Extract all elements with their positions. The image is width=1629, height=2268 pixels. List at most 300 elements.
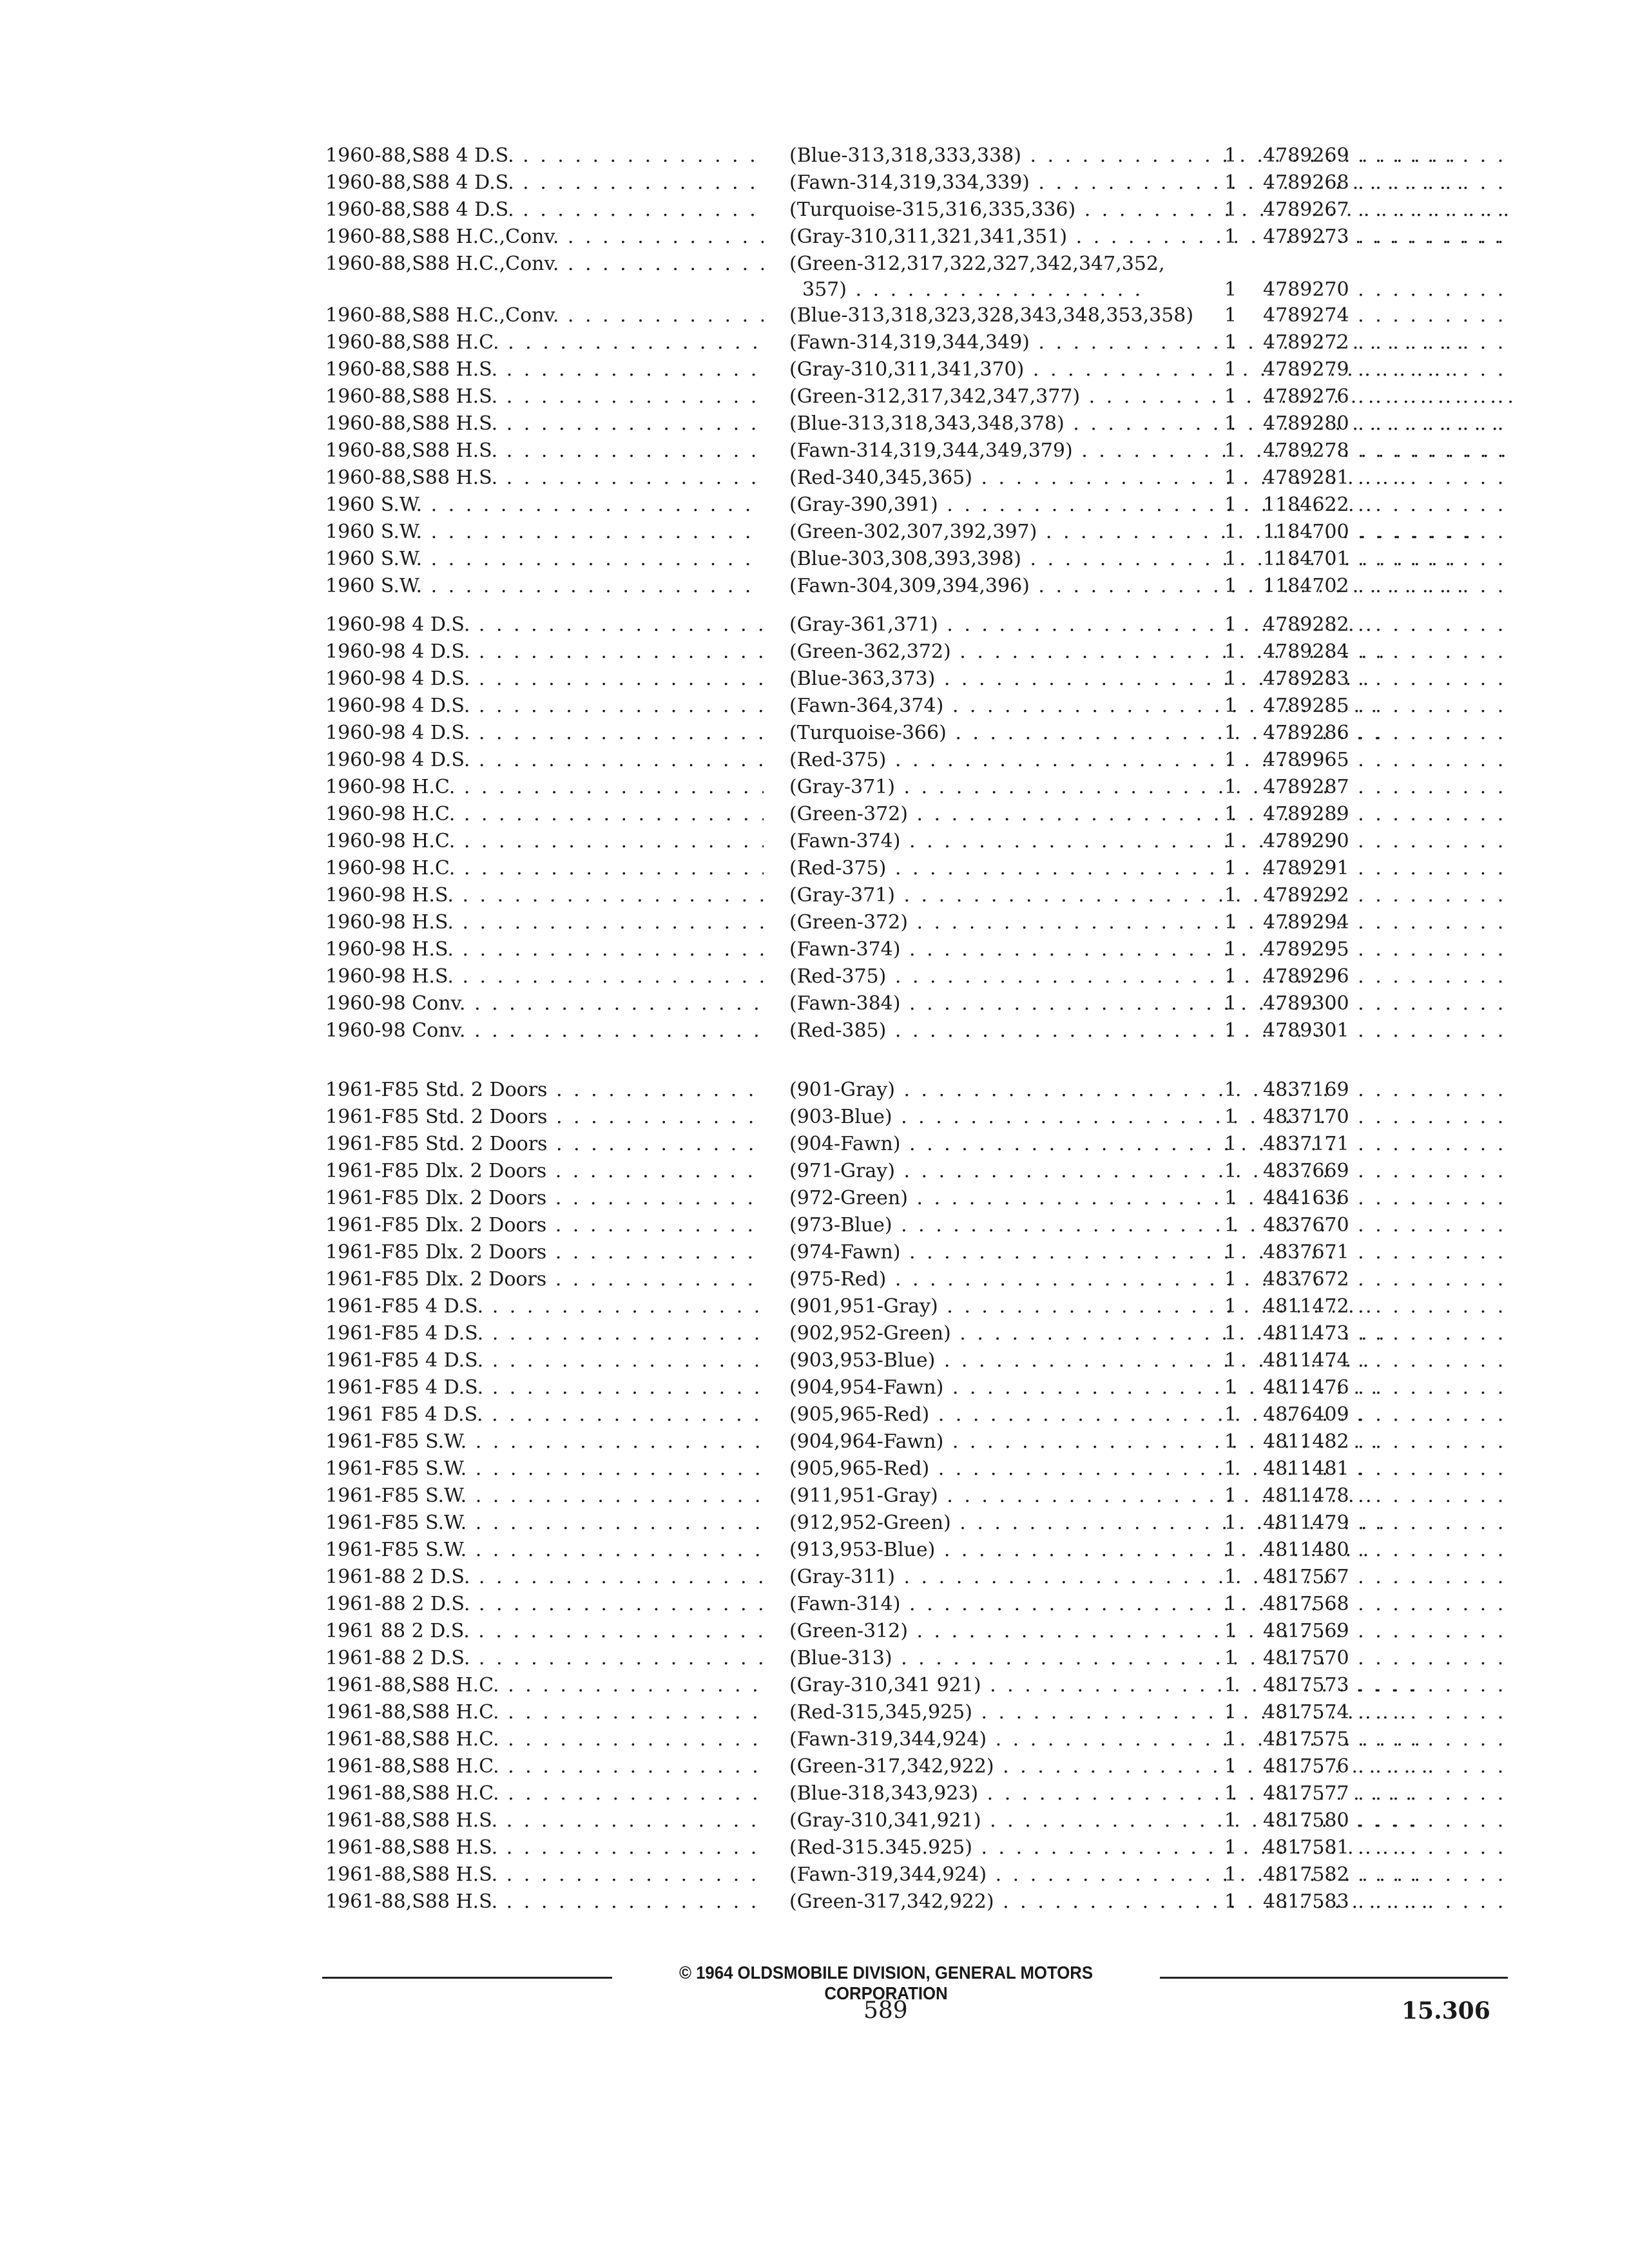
table-row (325, 1808, 1511, 1835)
quantity-cell: 1 (1224, 439, 1237, 462)
quantity-cell: 1 (1224, 911, 1237, 934)
table-row (325, 666, 1511, 693)
table-row (325, 384, 1511, 411)
part-number-cell: 4789267 . . . (1263, 197, 1511, 223)
quantity-cell: 1 (1224, 144, 1237, 167)
quantity-cell: 1 (1224, 1863, 1237, 1886)
model-cell: 1960-98 H.S. . . . (325, 910, 764, 936)
table-row (325, 883, 1511, 910)
model-cell: 1961-88,S88 H.S. . . . (325, 1889, 764, 1915)
quantity-cell: 1 (1224, 1376, 1237, 1399)
table-row (325, 1267, 1511, 1294)
trim-cell: (Red-340,345,365) . . . (789, 465, 1537, 491)
model-cell: 1960 S.W. . . . (325, 546, 764, 572)
table-row (325, 829, 1511, 856)
model-cell: 1960-98 H.S. . . . (325, 883, 764, 908)
model-cell: 1960-98 H.C. . . . (325, 802, 764, 827)
table-row (325, 1321, 1511, 1348)
quantity-cell: 1 (1224, 198, 1237, 221)
trim-cell: (Green-372) . . . (789, 910, 1537, 936)
quantity-cell: 1 (1224, 1268, 1237, 1291)
trim-cell: (Fawn-374) . . . (789, 829, 1537, 854)
quantity-cell: 1 (1224, 1133, 1237, 1155)
model-cell: 1961-F85 4 D.S. . . . (325, 1294, 764, 1320)
part-number-cell: 4789289 . . . (1263, 802, 1511, 827)
trim-cell: (Fawn-374) . . . (789, 937, 1537, 963)
part-number-cell: 4817570 . . . (1263, 1646, 1511, 1671)
quantity-cell: 1 (1224, 1539, 1237, 1561)
quantity-cell: 1 (1224, 640, 1237, 663)
part-number-cell: 4811482 . . . (1263, 1429, 1511, 1455)
table-row (325, 1375, 1511, 1402)
quantity-cell: 1 (1224, 992, 1237, 1015)
model-cell: 1961-F85 S.W. . . . (325, 1456, 764, 1482)
trim-cell: (Green-302,307,392,397) . . . (789, 519, 1537, 545)
model-cell: 1960-88,S88 H.C.,Conv. . . . (325, 224, 764, 250)
quantity-cell: 1 (1224, 1457, 1237, 1480)
quantity-cell: 1 (1224, 695, 1237, 717)
table-row (325, 1781, 1511, 1808)
quantity-cell: 1 (1224, 884, 1237, 907)
table-row (325, 438, 1511, 465)
trim-cell: (Gray-361,371) . . . (789, 612, 1537, 638)
table-row (325, 197, 1511, 224)
trim-cell: (Gray-371) . . . (789, 774, 1537, 800)
quantity-cell: 1 (1224, 1566, 1237, 1588)
table-row (325, 573, 1511, 601)
trim-cell: (Turquoise-315,316,335,336) . . . (789, 197, 1537, 223)
trim-cell: (Gray-310,311,321,341,351) . . . (789, 224, 1537, 250)
model-cell: 1961-F85 Dlx. 2 Doors . . . (325, 1186, 764, 1211)
part-number-cell: 4789273 . . . (1263, 224, 1511, 250)
trim-cell: (Green-317,342,922) . . . (789, 1889, 1537, 1915)
trim-cell: (Fawn-304,309,394,396) . . . (789, 573, 1537, 599)
trim-cell: (Green-372) . . . (789, 802, 1537, 827)
table-row (325, 1240, 1511, 1267)
footer-rule-right (1160, 1977, 1508, 1979)
model-cell: 1960 S.W. . . . (325, 573, 764, 599)
trim-cell: (903-Blue) . . . (789, 1104, 1537, 1130)
part-number-cell: 4789281 . . . (1263, 465, 1511, 491)
model-cell: 1961-F85 S.W. . . . (325, 1510, 764, 1536)
part-number-cell: 4789284 . . . (1263, 639, 1511, 665)
model-cell: 1960 S.W. . . . (325, 492, 764, 518)
part-number-cell: 4811473 . . . (1263, 1321, 1511, 1347)
model-cell: 1960-98 4 D.S. . . . (325, 666, 764, 692)
part-number-cell: 4789276 . . . (1263, 384, 1511, 410)
trim-cell: (Gray-310,311,341,370) . . . (789, 357, 1537, 383)
table-row (325, 1483, 1511, 1510)
table-row (325, 1158, 1511, 1186)
part-number-cell: 4789278 . . . (1263, 438, 1511, 464)
trim-cell: (912,952-Green) . . . (789, 1510, 1537, 1536)
part-number-cell: 4817575 . . . (1263, 1727, 1511, 1753)
trim-cell: (905,965-Red) . . . (789, 1402, 1537, 1428)
model-cell: 1961-88,S88 H.C. . . . (325, 1700, 764, 1725)
table-row (325, 1537, 1511, 1564)
quantity-cell: 1 (1224, 1890, 1237, 1913)
model-cell: 1960-98 4 D.S. . . . (325, 639, 764, 665)
model-cell: 1961-F85 4 D.S. . . . (325, 1375, 764, 1401)
quantity-cell: 1 (1224, 1079, 1237, 1101)
table-row (325, 330, 1511, 357)
table-row (325, 774, 1511, 802)
quantity-cell: 1 (1224, 278, 1237, 301)
table-row (325, 937, 1511, 964)
part-number-cell: 4789282 . . . (1263, 612, 1511, 638)
part-number-cell: 4817577 . . . (1263, 1781, 1511, 1807)
quantity-cell: 1 (1224, 613, 1237, 636)
model-cell: 1960-88,S88 4 D.S. . . . (325, 143, 764, 169)
model-cell: 1961-88,S88 H.S. . . . (325, 1808, 764, 1834)
table-row (325, 1700, 1511, 1727)
model-cell: 1960-88,S88 H.C.,Conv. . . . (325, 251, 764, 277)
part-number-cell: 4817580 . . . (1263, 1808, 1511, 1834)
model-cell: 1961-88,S88 H.C. . . . (325, 1727, 764, 1753)
model-cell: 1961-F85 S.W. . . . (325, 1483, 764, 1509)
trim-cell: (Blue-313,318,323,328,343,348,353,358) (789, 304, 1194, 327)
table-row (325, 143, 1511, 170)
part-number-cell: 4811474 . . . (1263, 1348, 1511, 1374)
trim-cell: (Red-385) . . . (789, 1018, 1537, 1044)
quantity-cell: 1 (1224, 548, 1237, 570)
model-cell: 1961-F85 S.W. . . . (325, 1537, 764, 1563)
part-number-cell: 4811476 . . . (1263, 1375, 1511, 1401)
part-number-cell: 4841636 . . . (1263, 1186, 1511, 1211)
trim-cell: (Gray-311) . . . (789, 1564, 1537, 1590)
part-number-cell: 4789274 . . . (1263, 303, 1511, 329)
trim-cell: (974-Fawn) . . . (789, 1240, 1537, 1265)
trim-cell: (Fawn-314,319,344,349,379) . . . (789, 438, 1537, 464)
trim-cell: (Turquoise-366) . . . (789, 720, 1537, 746)
trim-cell: (Gray-390,391) . . . (789, 492, 1537, 518)
table-row (325, 411, 1511, 438)
trim-cell: (904,954-Fawn) . . . (789, 1375, 1537, 1401)
part-number-cell: 4789300 . . . (1263, 991, 1511, 1017)
part-number-cell: 4789294 . . . (1263, 910, 1511, 936)
footer-rule-left (322, 1977, 612, 1979)
model-cell: 1960-88,S88 H.S. . . . (325, 384, 764, 410)
part-number-cell: 4789296 . . . (1263, 964, 1511, 990)
part-number-cell: 4789280 . . . (1263, 411, 1511, 437)
quantity-cell: 1 (1224, 1755, 1237, 1778)
part-number-cell: 4817574 . . . (1263, 1700, 1511, 1725)
quantity-cell: 1 (1224, 722, 1237, 744)
part-number-cell: 4811480 . . . (1263, 1537, 1511, 1563)
quantity-cell: 1 (1224, 1836, 1237, 1859)
part-number-cell: 4789295 . . . (1263, 937, 1511, 963)
table-row (325, 1510, 1511, 1537)
trim-cell: (Blue-313,318,343,348,378) . . . (789, 411, 1537, 437)
table-row (325, 612, 1511, 639)
model-cell: 1960-98 4 D.S. . . . (325, 612, 764, 638)
table-row (325, 492, 1511, 519)
model-cell: 1960-98 H.C. . . . (325, 829, 764, 854)
model-cell: 1960-88,S88 4 D.S. . . . (325, 170, 764, 196)
part-number-cell: 4876409 . . . (1263, 1402, 1511, 1428)
trim-cell: (Fawn-314) . . . (789, 1591, 1537, 1617)
page-number: 589 (863, 1997, 908, 2024)
model-cell: 1960-98 4 D.S. . . . (325, 693, 764, 719)
model-cell: 1961-F85 Std. 2 Doors . . . (325, 1077, 764, 1103)
part-number-cell: 4789285 . . . (1263, 693, 1511, 719)
section-number: 15.306 (1402, 1997, 1490, 2024)
trim-cell (789, 251, 1215, 303)
table-row (325, 910, 1511, 937)
model-cell: 1961-88 2 D.S. . . . (325, 1564, 764, 1590)
table-row (325, 1294, 1511, 1321)
table-row (325, 1889, 1511, 1916)
table-row (325, 1213, 1511, 1240)
trim-cell: (971-Gray) . . . (789, 1158, 1537, 1184)
trim-cell: (Gray-310,341,921) . . . (789, 1808, 1537, 1834)
part-number-cell: 4817567 . . . (1263, 1564, 1511, 1590)
quantity-cell: 1 (1224, 857, 1237, 879)
model-cell: 1960-88,S88 H.C.,Conv. . . . (325, 303, 764, 329)
quantity-cell: 1 (1224, 1620, 1237, 1642)
quantity-cell: 1 (1224, 1160, 1237, 1182)
quantity-cell: 1 (1224, 226, 1237, 248)
trim-cell: (901-Gray) . . . (789, 1077, 1537, 1103)
table-row (325, 170, 1511, 197)
quantity-cell: 1 (1224, 466, 1237, 489)
quantity-cell: 1 (1224, 1674, 1237, 1696)
part-number-cell: 4789272 . . . (1263, 330, 1511, 356)
quantity-cell: 1 (1224, 1349, 1237, 1372)
table-row (325, 1186, 1511, 1213)
quantity-cell: 1 (1224, 412, 1237, 435)
trim-cell: (Blue-318,343,923) . . . (789, 1781, 1537, 1807)
trim-cell: (Green-317,342,922) . . . (789, 1754, 1537, 1780)
quantity-cell: 1 (1224, 1485, 1237, 1507)
model-cell: 1960-98 H.C. . . . (325, 856, 764, 881)
model-cell: 1960-98 Conv. . . . (325, 991, 764, 1017)
model-cell: 1960-98 4 D.S. . . . (325, 720, 764, 746)
model-cell: 1961-F85 Dlx. 2 Doors . . . (325, 1267, 764, 1293)
quantity-cell: 1 (1224, 1106, 1237, 1128)
part-number-cell: 4789268 . . . (1263, 170, 1511, 196)
part-number-cell: 4789270 . . . (1263, 277, 1511, 303)
trim-cell: (Gray-371) . . . (789, 883, 1537, 908)
table-row (325, 1564, 1511, 1591)
table-row (325, 224, 1511, 251)
model-cell: 1961-F85 4 D.S. . . . (325, 1321, 764, 1347)
model-cell: 1960-88,S88 H.S. . . . (325, 465, 764, 491)
table-row (325, 1077, 1511, 1104)
model-cell: 1960-98 4 D.S. . . . (325, 747, 764, 773)
table-row (325, 1348, 1511, 1375)
trim-cell: (Blue-363,373) . . . (789, 666, 1537, 692)
table-row (325, 1402, 1511, 1429)
quantity-cell: 1 (1224, 776, 1237, 798)
part-number-cell: 4817576 . . . (1263, 1754, 1511, 1780)
model-cell: 1961-F85 Std. 2 Doors . . . (325, 1131, 764, 1157)
trim-cell: (Fawn-319,344,924) . . . (789, 1727, 1537, 1753)
trim-cell: (904-Fawn) . . . (789, 1131, 1537, 1157)
trim-cell: (Red-375) . . . (789, 747, 1537, 773)
quantity-cell: 1 (1224, 1809, 1237, 1832)
model-cell: 1961-88 2 D.S. . . . (325, 1591, 764, 1617)
trim-cell: (904,964-Fawn) . . . (789, 1429, 1537, 1455)
trim-cell: (Fawn-314,319,344,349) . . . (789, 330, 1537, 356)
part-number-cell: 4811479 . . . (1263, 1510, 1511, 1536)
part-number-cell: 4811472 . . . (1263, 1294, 1511, 1320)
model-cell: 1961-88,S88 H.C. . . . (325, 1781, 764, 1807)
table-row (325, 465, 1511, 492)
trim-cell: (Red-375) . . . (789, 856, 1537, 881)
table-row (325, 964, 1511, 991)
trim-cell: (Gray-310,341 921) . . . (789, 1673, 1537, 1698)
quantity-cell: 1 (1224, 358, 1237, 381)
part-number-cell: 4789286 . . . (1263, 720, 1511, 746)
footer (322, 1960, 1508, 2003)
part-number-cell: 4817582 . . . (1263, 1862, 1511, 1888)
trim-cell: (Red-375) . . . (789, 964, 1537, 990)
part-number-cell: 4837669 . . . (1263, 1158, 1511, 1184)
model-cell: 1960-88,S88 4 D.S. . . . (325, 197, 764, 223)
trim-cell: (Fawn-314,319,334,339) . . . (789, 170, 1537, 196)
quantity-cell: 1 (1224, 1403, 1237, 1426)
quantity-cell: 1 (1224, 171, 1237, 194)
part-number-cell: 4817581 . . . (1263, 1835, 1511, 1861)
quantity-cell: 1 (1224, 521, 1237, 543)
trim-cell: (Fawn-319,344,924) . . . (789, 1862, 1537, 1888)
table-row (325, 357, 1511, 384)
table-row (325, 519, 1511, 546)
table-row (325, 1104, 1511, 1131)
model-cell: 1961-F85 Dlx. 2 Doors . . . (325, 1213, 764, 1238)
table-row (325, 1673, 1511, 1700)
quantity-cell: 1 (1224, 1593, 1237, 1615)
table-row (325, 1646, 1511, 1673)
trim-cell: (Green-312) . . . (789, 1619, 1537, 1644)
table-row (325, 1727, 1511, 1754)
trim-cell: (Red-315,345,925) . . . (789, 1700, 1537, 1725)
model-cell: 1961 F85 4 D.S. . . . (325, 1402, 764, 1428)
table-row (325, 1018, 1511, 1045)
quantity-cell: 1 (1224, 749, 1237, 771)
table-row (325, 1835, 1511, 1862)
trim-cell: (Blue-313,318,333,338) . . . (789, 143, 1537, 169)
table-row (325, 639, 1511, 666)
trim-cell: (Green-312,317,342,347,377) . . . (789, 384, 1537, 410)
quantity-cell: 1 (1224, 1214, 1237, 1236)
model-cell: 1960-98 H.S. . . . (325, 964, 764, 990)
quantity-cell: 1 (1224, 1782, 1237, 1805)
trim-cell: (Blue-303,308,393,398) . . . (789, 546, 1537, 572)
trim-cell: (972-Green) . . . (789, 1186, 1537, 1211)
parts-table (325, 143, 1511, 1916)
part-number-cell: 4811478 . . . (1263, 1483, 1511, 1509)
part-number-cell: 4789965 . . . (1263, 747, 1511, 773)
part-number-cell: 4789292 . . . (1263, 883, 1511, 908)
part-number-cell: 4789291 . . . (1263, 856, 1511, 881)
quantity-cell: 1 (1224, 1430, 1237, 1453)
quantity-cell: 1 (1224, 575, 1237, 597)
table-row (325, 802, 1511, 829)
quantity-cell: 1 (1224, 1241, 1237, 1264)
part-number-cell: 4789283 . . . (1263, 666, 1511, 692)
part-number-cell: 4837672 . . . (1263, 1267, 1511, 1293)
part-number-cell: 4789290 . . . (1263, 829, 1511, 854)
trim-cell: (913,953-Blue) . . . (789, 1537, 1537, 1563)
quantity-cell: 1 (1224, 803, 1237, 825)
table-row (325, 251, 1511, 303)
trim-line-1: (Green-312,317,322,327,342,347,352, (789, 253, 1165, 275)
quantity-cell: 1 (1224, 1187, 1237, 1209)
table-row (325, 720, 1511, 747)
model-cell: 1960-98 H.C. . . . (325, 774, 764, 800)
quantity-cell: 1 (1224, 668, 1237, 690)
part-number-cell: 4837171 . . . (1263, 1131, 1511, 1157)
part-number-cell: 4837671 . . . (1263, 1240, 1511, 1265)
quantity-cell: 1 (1224, 965, 1237, 988)
model-cell: 1960 S.W. . . . (325, 519, 764, 545)
model-cell: 1961-88,S88 H.C. . . . (325, 1673, 764, 1698)
model-cell: 1960-88,S88 H.S. . . . (325, 438, 764, 464)
model-cell: 1961-F85 Std. 2 Doors . . . (325, 1104, 764, 1130)
quantity-cell: 1 (1224, 1019, 1237, 1042)
quantity-cell: 1 (1224, 1728, 1237, 1751)
trim-cell: (903,953-Blue) . . . (789, 1348, 1537, 1374)
table-row (325, 1429, 1511, 1456)
table-row (325, 1591, 1511, 1619)
quantity-cell: 1 (1224, 304, 1237, 327)
quantity-cell: 1 (1224, 938, 1237, 961)
part-number-cell: 4817583 . . . (1263, 1889, 1511, 1915)
part-number-cell: 1184701 . . . (1263, 546, 1511, 572)
table-row (325, 991, 1511, 1018)
model-cell: 1960-88,S88 H.C. . . . (325, 330, 764, 356)
table-row (325, 1456, 1511, 1483)
trim-cell: (Blue-313) . . . (789, 1646, 1537, 1671)
trim-cell: (901,951-Gray) . . . (789, 1294, 1537, 1320)
model-cell: 1961-88,S88 H.S. . . . (325, 1862, 764, 1888)
quantity-cell: 1 (1224, 1322, 1237, 1345)
table-row (325, 856, 1511, 883)
model-cell: 1961-F85 Dlx. 2 Doors . . . (325, 1240, 764, 1265)
table-row (325, 1862, 1511, 1889)
part-number-cell: 4789279 . . . (1263, 357, 1511, 383)
quantity-cell: 1 (1224, 1647, 1237, 1669)
model-cell: 1960-98 H.S. . . . (325, 937, 764, 963)
copyright-notice: © 1964 OLDSMOBILE DIVISION, GENERAL MOTORS CORPORATION (679, 1963, 1094, 2003)
part-number-cell: 4817573 . . . (1263, 1673, 1511, 1698)
model-cell: 1961-88,S88 H.S. . . . (325, 1835, 764, 1861)
quantity-cell: 1 (1224, 1701, 1237, 1724)
part-number-cell: 4817568 . . . (1263, 1591, 1511, 1617)
part-number-cell: 4789287 . . . (1263, 774, 1511, 800)
table-row (325, 747, 1511, 774)
part-number-cell: 4837670 . . . (1263, 1213, 1511, 1238)
trim-cell: (Green-362,372) . . . (789, 639, 1537, 665)
table-row (325, 1131, 1511, 1158)
trim-cell: (902,952-Green) . . . (789, 1321, 1537, 1347)
trim-cell: (Fawn-384) . . . (789, 991, 1537, 1017)
table-row (325, 1619, 1511, 1646)
trim-cell: (911,951-Gray) . . . (789, 1483, 1537, 1509)
trim-cell: (905,965-Red) . . . (789, 1456, 1537, 1482)
model-cell: 1960-98 Conv. . . . (325, 1018, 764, 1044)
quantity-cell: 1 (1224, 331, 1237, 354)
table-row (325, 546, 1511, 573)
quantity-cell: 1 (1224, 830, 1237, 852)
table-row (325, 693, 1511, 720)
model-cell: 1961-F85 4 D.S. . . . (325, 1348, 764, 1374)
part-number-cell: 4789301 . . . (1263, 1018, 1511, 1044)
model-cell: 1961-F85 S.W. . . . (325, 1429, 764, 1455)
model-cell: 1960-88,S88 H.S. . . . (325, 411, 764, 437)
